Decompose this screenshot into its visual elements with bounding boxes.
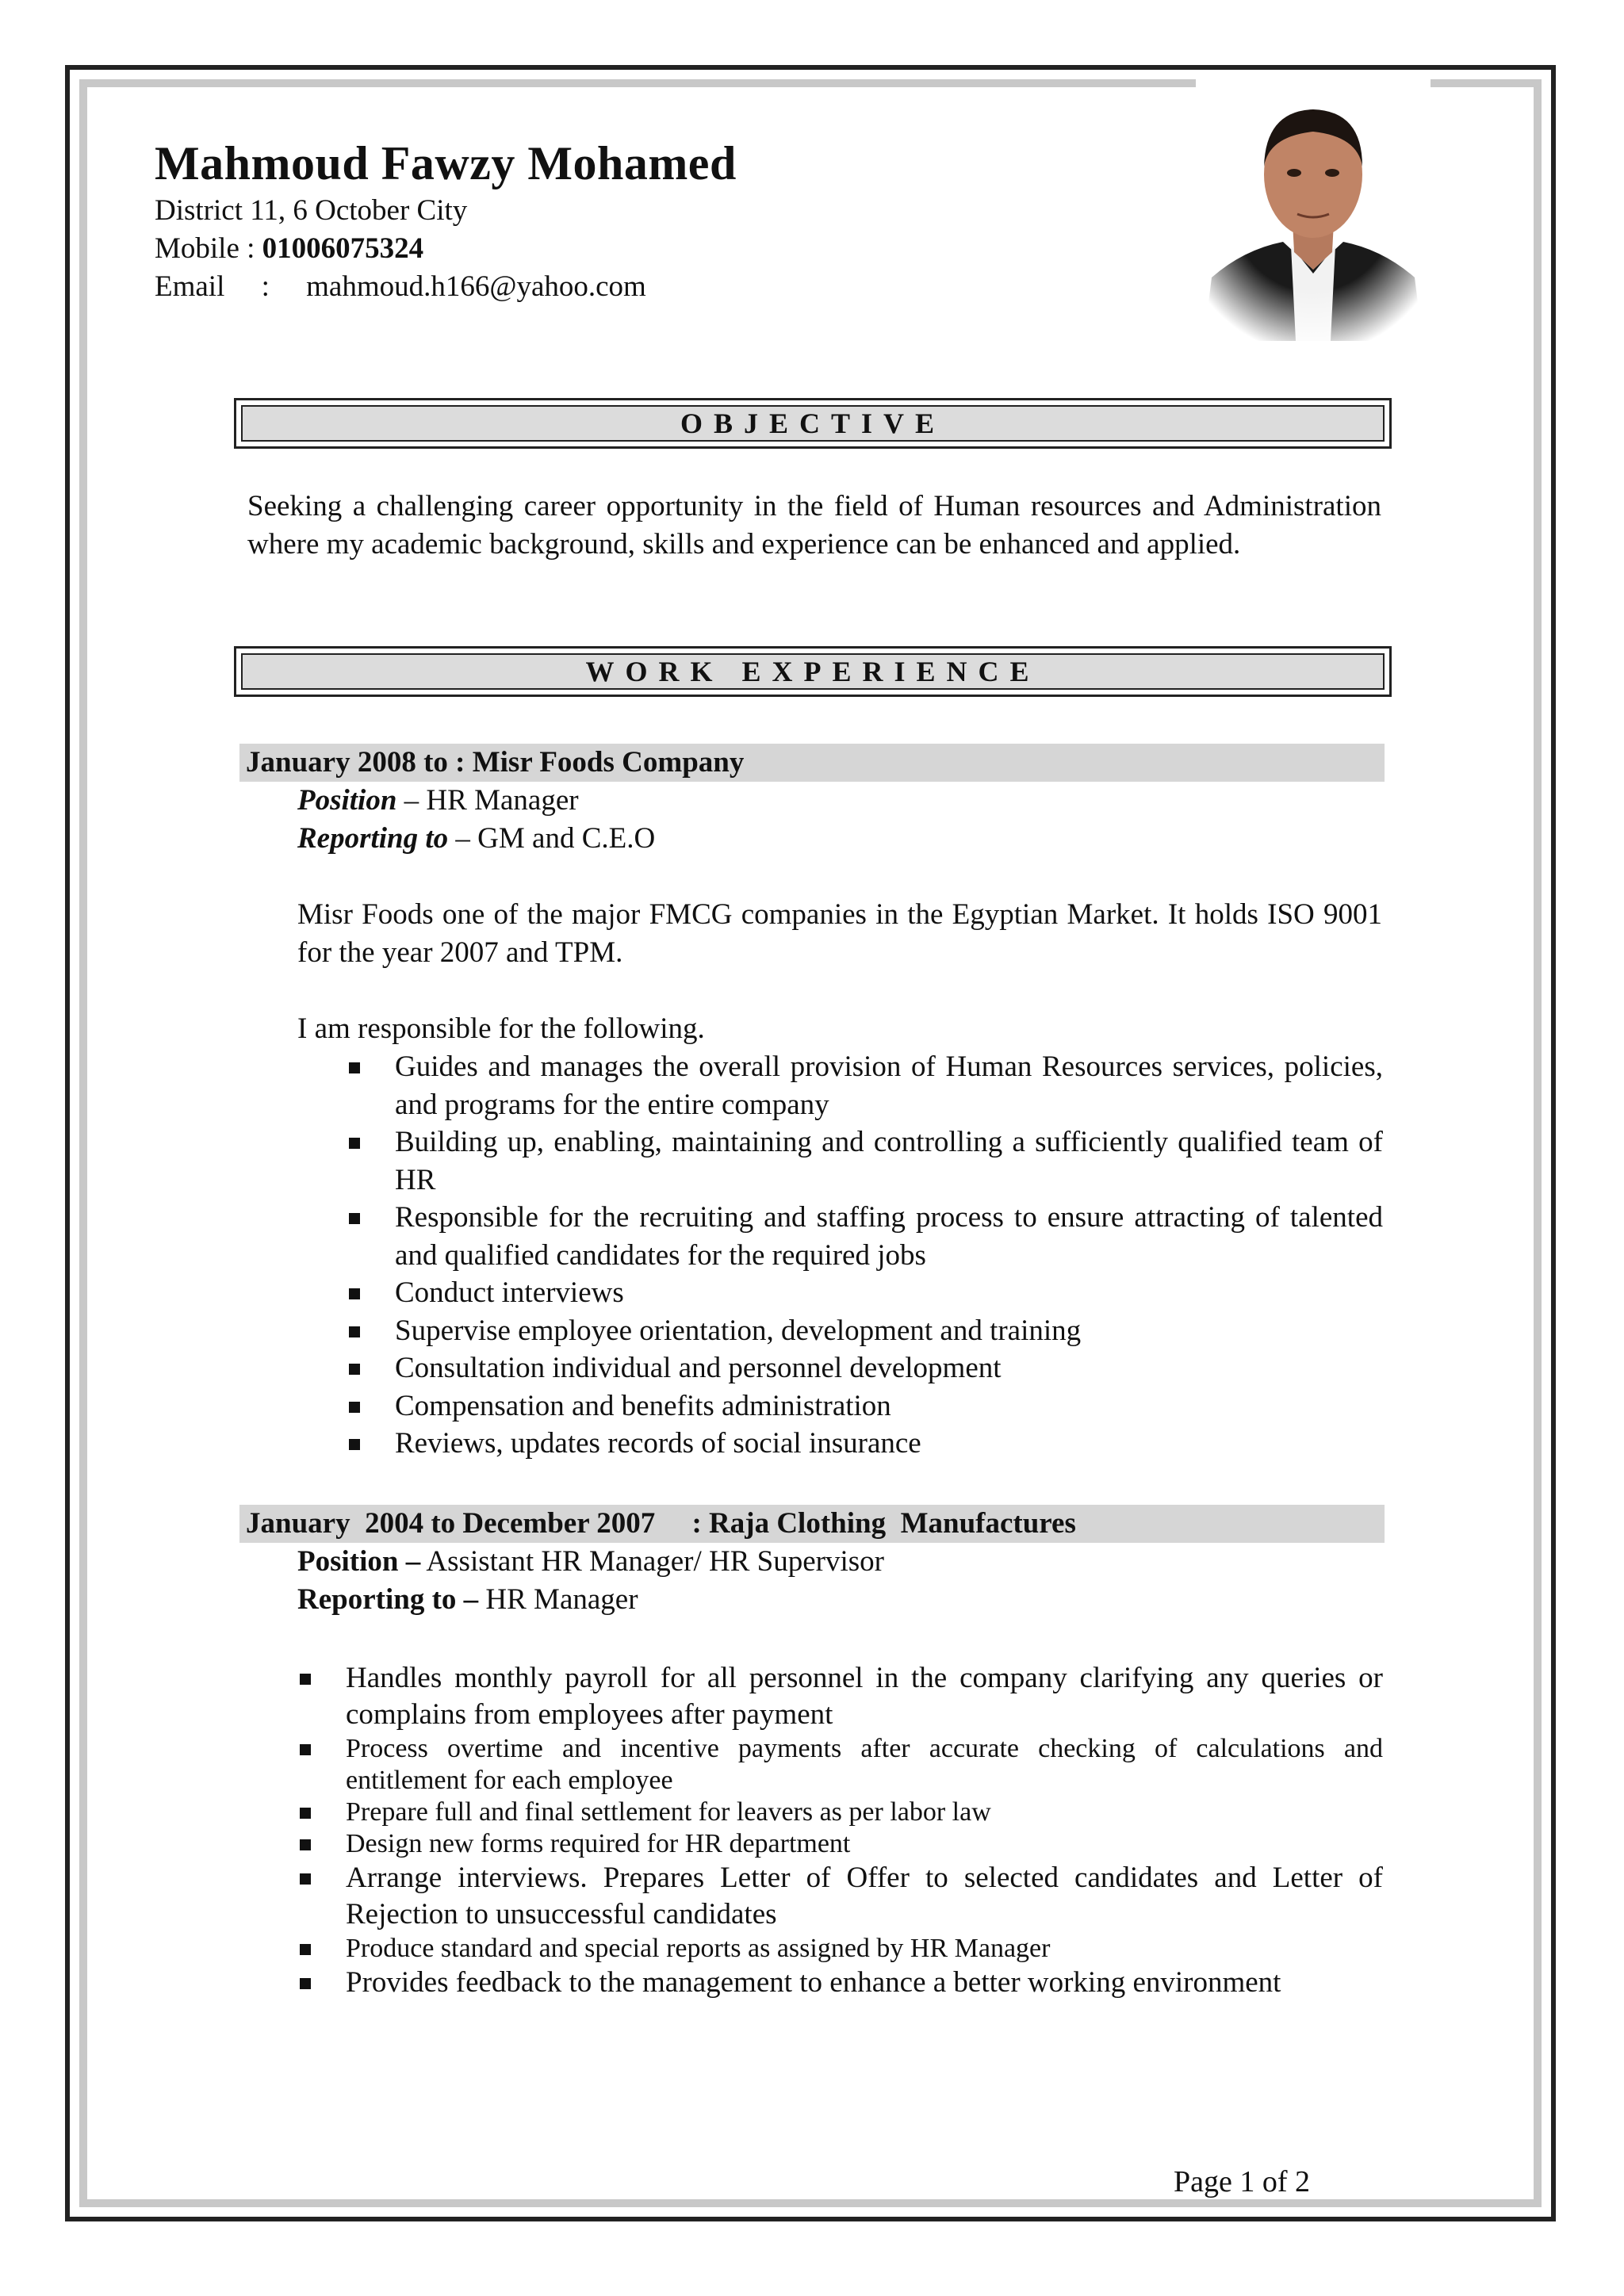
job-2-reporting-label: Reporting to – (297, 1583, 479, 1616)
bullet-square-icon (349, 1439, 360, 1450)
job-1-header: January 2008 to : Misr Foods Company (239, 744, 1385, 782)
job-2-reporting (297, 1581, 638, 1619)
job-2-duties (346, 1660, 1383, 2001)
objective-heading-box (234, 398, 1392, 449)
bullet-square-icon (300, 1808, 311, 1819)
list-item: Process overtime and incentive payments after accurate checking of calculations and entitlement for each employee (346, 1733, 1383, 1797)
job-2-position-value: Assistant HR Manager/ HR Supervisor (420, 1545, 884, 1578)
bullet-square-icon (300, 1674, 311, 1685)
bullet-square-icon (300, 1839, 311, 1850)
list-item: Conduct interviews (395, 1274, 1383, 1312)
email-value: mahmoud.h166@yahoo.com (306, 270, 646, 303)
job-1-duties (395, 1048, 1383, 1463)
email-line (155, 268, 646, 306)
bullet-square-icon (349, 1213, 360, 1224)
mobile-line (155, 230, 423, 268)
profile-photo (1196, 79, 1431, 341)
job-1-position (297, 782, 579, 820)
mobile-label: Mobile : (155, 232, 262, 265)
list-item: Supervise employee orientation, development and training (395, 1312, 1383, 1350)
job-1-position-label: Position (297, 784, 397, 817)
bullet-square-icon (300, 1744, 311, 1755)
address-line: District 11, 6 October City (155, 194, 468, 227)
bullet-square-icon (349, 1326, 360, 1337)
job-1-reporting-label: Reporting to (297, 822, 449, 855)
job-2-position (297, 1543, 884, 1581)
job-1-intro: I am responsible for the following. (297, 1012, 705, 1045)
work-experience-heading: WORK EXPERIENCE (241, 653, 1385, 690)
bullet-square-icon (349, 1402, 360, 1413)
list-item: Design new forms required for HR department (346, 1828, 1383, 1860)
job-2-position-label: Position – (297, 1545, 421, 1578)
bullet-square-icon (300, 1978, 311, 1989)
page-number: Page 1 of 2 (1174, 2165, 1311, 2198)
list-item: Responsible for the recruiting and staffing process to ensure attracting of talented and qualified candidates for the required jobs (395, 1199, 1383, 1274)
list-item: Compensation and benefits administration (395, 1387, 1383, 1425)
candidate-name: Mahmoud Fawzy Mohamed (155, 137, 737, 189)
job-2-reporting-value: HR Manager (478, 1583, 638, 1616)
list-item: Prepare full and final settlement for leavers as per labor law (346, 1797, 1383, 1828)
bullet-square-icon (349, 1138, 360, 1149)
list-item: Arrange interviews. Prepares Letter of Offer to selected candidates and Letter of Rejection to unsuccessful candidates (346, 1860, 1383, 1933)
objective-text: Seeking a challenging career opportunity in the field of Human resources and Administration where my academic background, skills and experience can be enhanced and applied. (247, 490, 1381, 561)
job-1-description: Misr Foods one of the major FMCG companies in the Egyptian Market. It holds ISO 9001 for the year 2007 and TPM. (297, 898, 1382, 969)
job-1-position-value: – HR Manager (396, 784, 579, 817)
bullet-square-icon (300, 1873, 311, 1885)
job-1-reporting-value: – GM and C.E.O (448, 822, 656, 855)
job-2-header: January 2004 to December 2007 : Raja Clothing Manufactures (239, 1505, 1385, 1543)
list-item: Handles monthly payroll for all personnel in the company clarifying any queries or complains from employees after payment (346, 1660, 1383, 1733)
work-experience-heading-box (234, 646, 1392, 697)
bullet-square-icon (349, 1062, 360, 1073)
bullet-square-icon (300, 1944, 311, 1955)
bullet-square-icon (349, 1364, 360, 1375)
bullet-square-icon (349, 1288, 360, 1299)
mobile-value: 01006075324 (262, 232, 424, 265)
list-item: Provides feedback to the management to enhance a better working environment (346, 1965, 1383, 2001)
job-1-reporting (297, 820, 655, 858)
list-item: Produce standard and special reports as assigned by HR Manager (346, 1933, 1383, 1965)
list-item: Building up, enabling, maintaining and controlling a sufficiently qualified team of HR (395, 1123, 1383, 1199)
list-item: Consultation individual and personnel development (395, 1349, 1383, 1387)
email-label: Email : (155, 270, 307, 303)
list-item: Guides and manages the overall provision of Human Resources services, policies, and programs for the entire company (395, 1048, 1383, 1123)
list-item: Reviews, updates records of social insurance (395, 1425, 1383, 1463)
objective-heading: OBJECTIVE (241, 405, 1385, 442)
